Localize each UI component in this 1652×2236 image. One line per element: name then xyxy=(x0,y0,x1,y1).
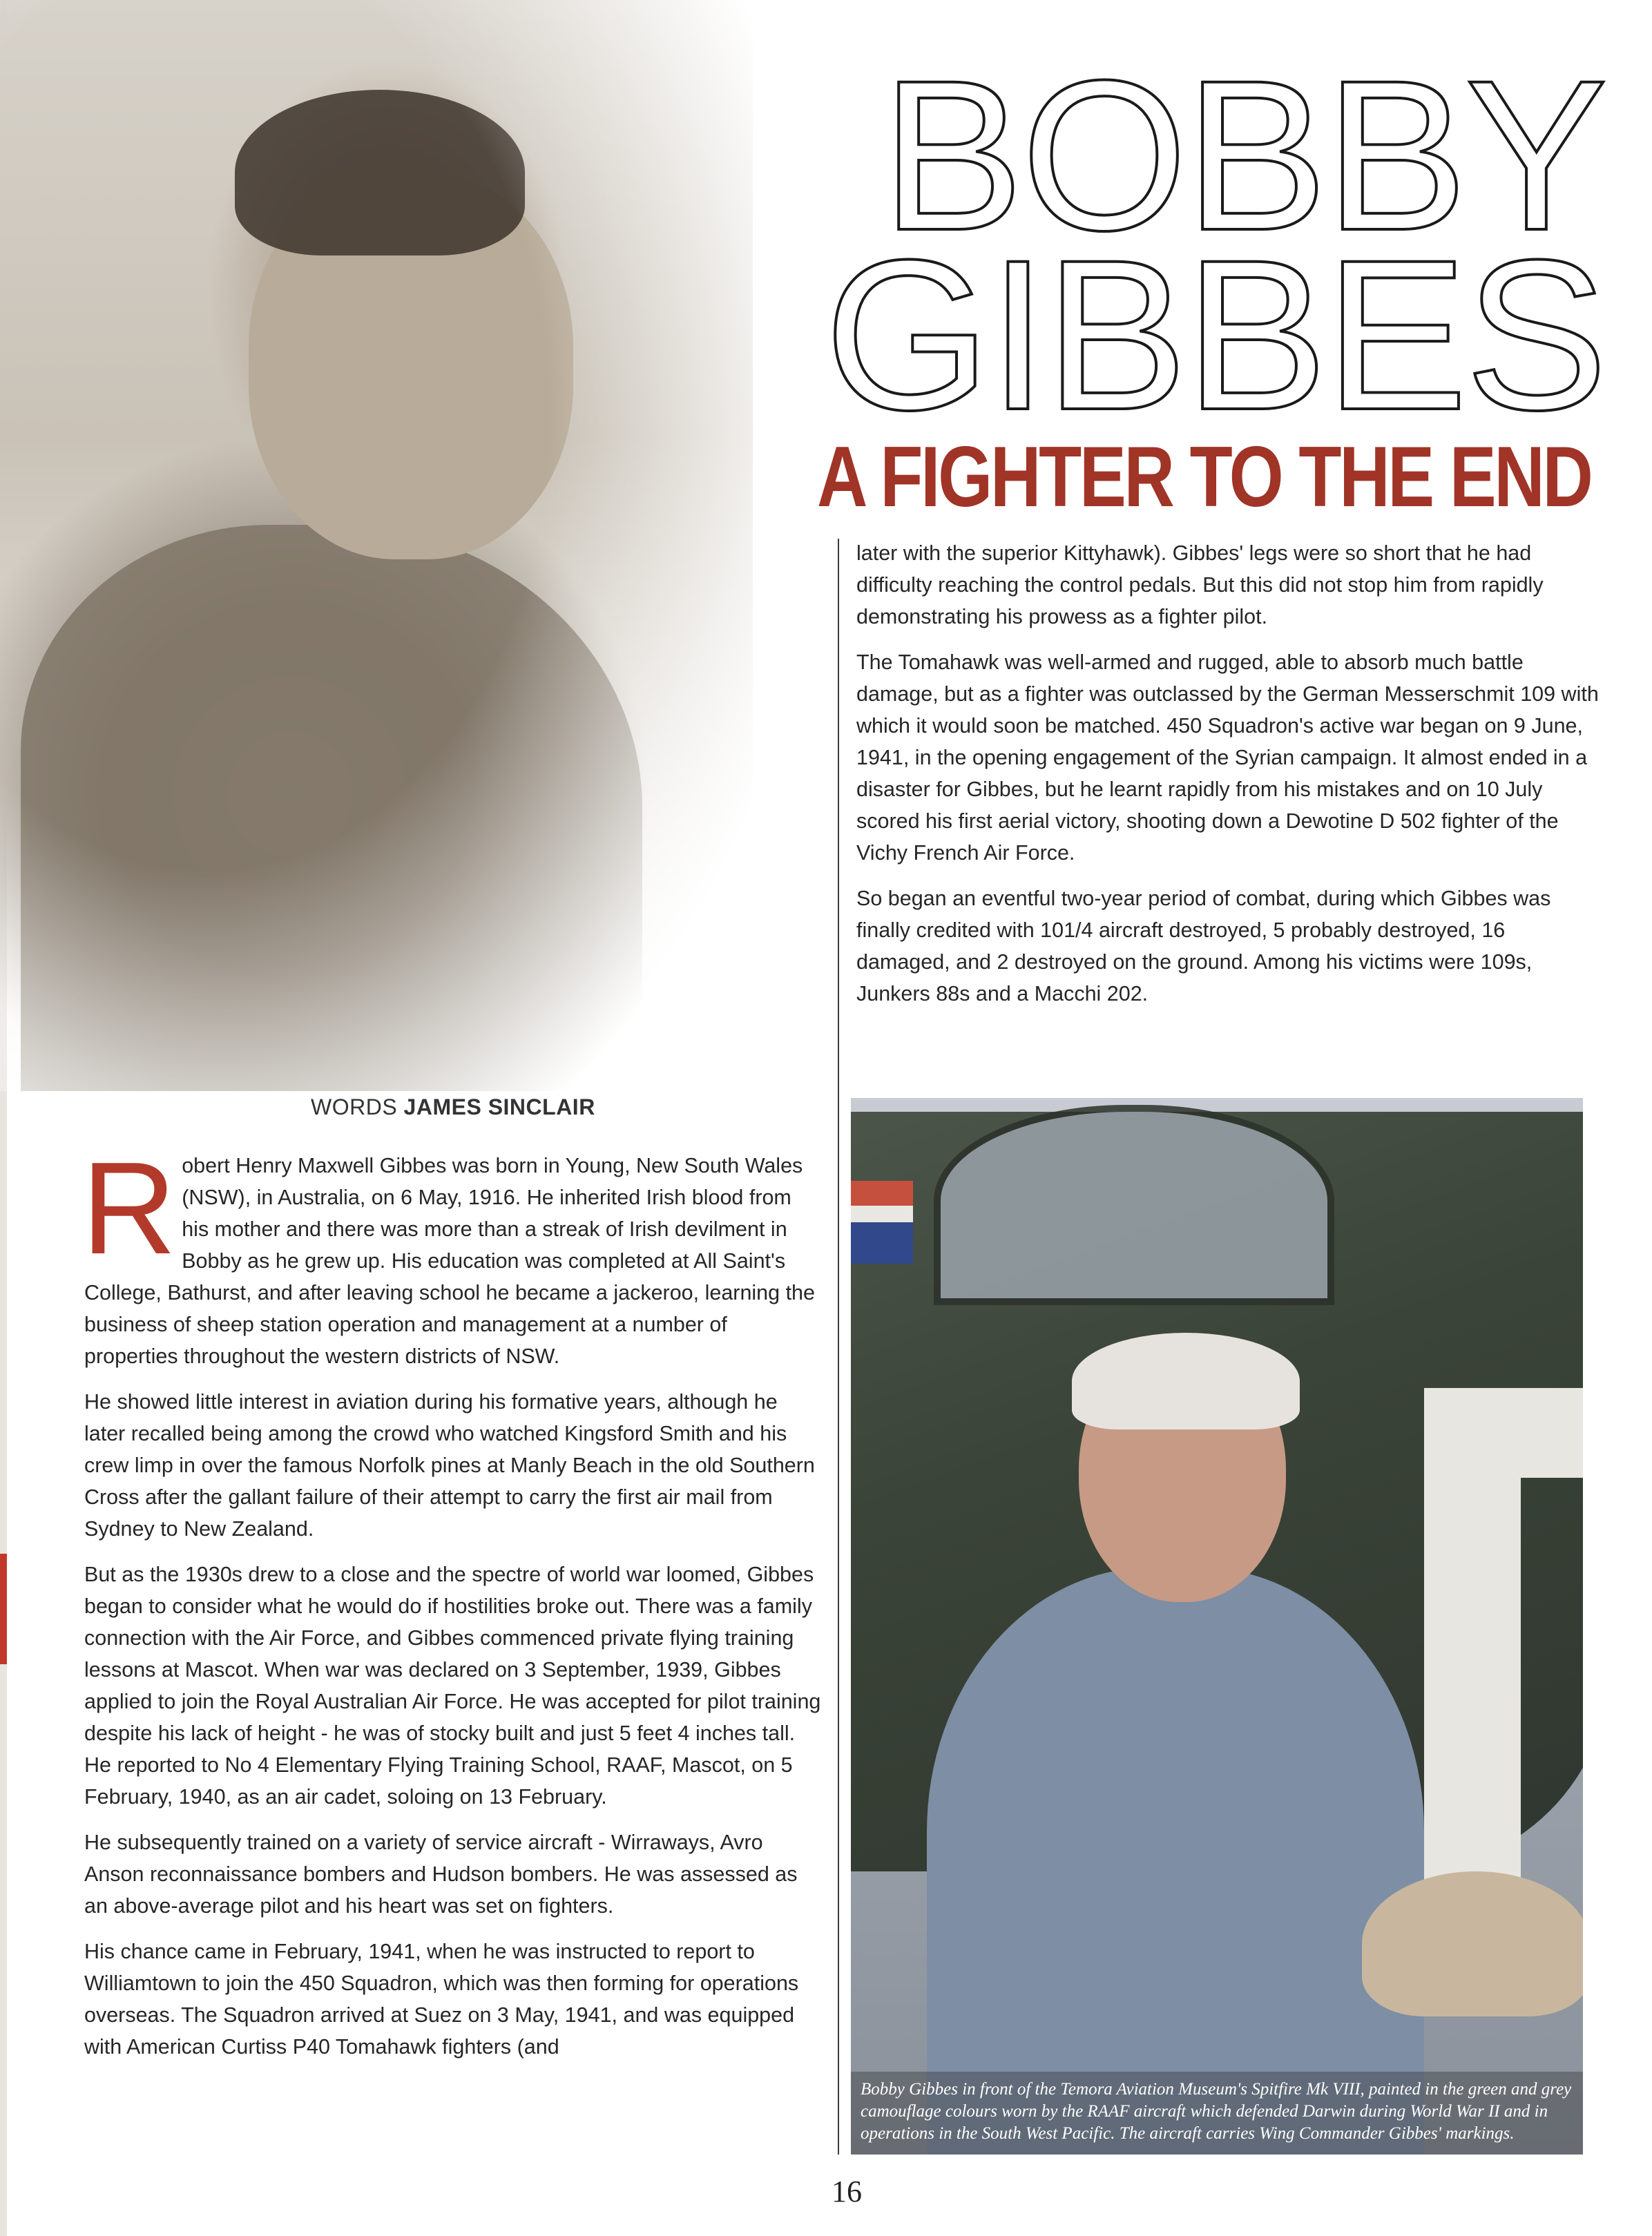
byline-label: WORDS xyxy=(311,1095,398,1119)
cockpit-canopy xyxy=(934,1105,1334,1305)
person-hair xyxy=(1072,1333,1300,1429)
photo-gibbes-with-spitfire xyxy=(851,1098,1583,2155)
headline-first-name: BOBBY xyxy=(881,35,1605,275)
article-paragraph: later with the superior Kittyhawk). Gibbes' legs were so short that he had difficulty reaching the control pedals. But this did not stop him from rapidly demonstrating his prowess as a fighter pilot. xyxy=(856,541,1544,628)
edge-accent-bottom xyxy=(0,1554,7,1664)
article-paragraph: He showed little interest in aviation during his formative years, although he later recalled being among the crowd who watched Kingsford Smith and his crew limp in over the famous Norfolk pines at Manly Beach in the old Southern Cross after the gallant failure of their attempt to carry the first air mail from Sydney to New Zealand. xyxy=(84,1390,815,1541)
byline xyxy=(311,1095,595,1120)
article-paragraph: He subsequently trained on a variety of service aircraft - Wirraways, Avro Anson reconnaissance bombers and Hudson bombers. He was assessed as an above-average pilot and his heart was set on fighters. xyxy=(84,1831,798,1918)
portrait-photo-young-pilot xyxy=(0,0,753,1091)
aircraft-letter-marking-top xyxy=(1424,1388,1583,1478)
article-paragraph: The Tomahawk was well-armed and rugged, able to absorb much battle damage, but as a fighter was outclassed by the German Messerschmit 109 with which it would soon be matched. 450 Squadron's active war began on 9 June, 1941, in the opening engagement of the Syrian campaign. It almost ended in a disaster for Gibbes, but he learnt rapidly from his mistakes and on 10 July scored his first aerial victory, shooting down a Dewotine D 502 fighter of the Vichy French Air Force. xyxy=(856,650,1599,865)
headline-subtitle: A FIGHTER TO THE END xyxy=(817,430,1591,525)
photo-caption: Bobby Gibbes in front of the Temora Aviation Museum's Spitfire Mk VIII, painted in the green and grey camouflage colours worn by the RAAF aircraft which defended Darwin during World War II and in operations in the South West Pacific. The aircraft carries Wing Commander Gibbes' markings. xyxy=(851,2072,1583,2155)
article-paragraph xyxy=(81,1135,823,1372)
article-right-column xyxy=(856,537,1602,1023)
column-divider xyxy=(838,539,839,2155)
portrait-flight-jacket xyxy=(21,525,642,1091)
article-paragraph: But as the 1930s drew to a close and the spectre of world war loomed, Gibbes began to consider what he would do if hostilities broke out. There was a family connection with the Air Force, and Gibbes commenced private flying training lessons at Mascot. When war was declared on 3 September, 1939, Gibbes applied to join the Royal Australian Air Force. He was accepted for pilot training despite his lack of height - he was of stocky built and just 5 feet 4 inches tall. He reported to No 4 Elementary Flying Training School, RAAF, Mascot, on 5 February, 1940, as an air cadet, soloing on 13 February. xyxy=(84,1563,821,1809)
article-paragraph: So began an eventful two-year period of combat, during which Gibbes was finally credited with 101/4 aircraft destroyed, 5 probably destroyed, 16 damaged, and 2 destroyed on the ground. Among his victims were 109s, Junkers 88s and a Macchi 202. xyxy=(856,887,1551,1005)
person-shirt xyxy=(927,1568,1424,2155)
article-left-column xyxy=(81,1135,823,2076)
roundel-marking xyxy=(851,1181,913,1264)
article-paragraph: His chance came in February, 1941, when he was instructed to report to Williamtown to join the 450 Squadron, which was then forming for operations overseas. The Squadron arrived at Suez on 3 May, 1941, and was equipped with American Curtiss P40 Tomahawk fighters (and xyxy=(84,1940,799,2059)
byline-author: JAMES SINCLAIR xyxy=(403,1095,595,1119)
cap-held xyxy=(1362,1871,1583,2016)
page-number: 16 xyxy=(832,2175,862,2208)
portrait-hair xyxy=(235,90,525,256)
paragraph-text: obert Henry Maxwell Gibbes was born in Young, New South Wales (NSW), in Australia, on 6 May, 1916. He inherited Irish blood from his mother and there was more than a streak of Irish devilment in Bobby as he grew up. His education was completed at All Saint's College, Bathurst, and after leaving school he became a jackeroo, learning the business of sheep station operation and management at a number of properties throughout the western districts of NSW. xyxy=(84,1154,815,1368)
headline-last-name: GIBBES xyxy=(824,215,1605,454)
drop-cap: R xyxy=(81,1135,177,1282)
